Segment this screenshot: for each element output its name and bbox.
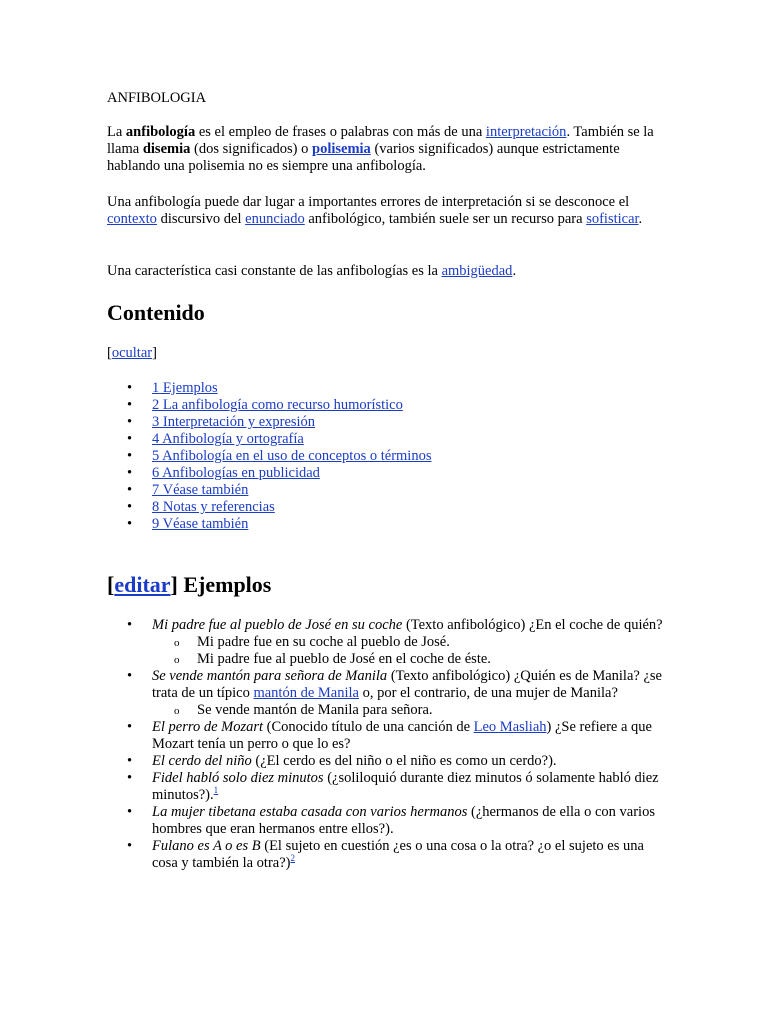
example-item [107,617,667,668]
text: Una anfibología puede dar lugar a importantes errores de interpretación si se desconoce el [107,194,630,210]
example-item [107,668,667,719]
example-text: (¿El cerdo es del niño o el niño es como un cerdo?). [251,753,557,769]
text: anfibológico, también suele ser un recurso para [304,211,587,227]
toc-item [107,397,431,414]
text: La [107,124,126,140]
bracket: [ [107,345,112,361]
link-interpretacion[interactable]: interpretación [485,124,567,140]
example-phrase: El cerdo del niño [152,753,252,769]
example-text: (Conocido título de una canción de [263,719,474,735]
sub-item: o Mi padre fue al pueblo de José en el coche de éste. [152,651,667,668]
toc-toggle [107,345,157,362]
toc-link-vease-tambien-2[interactable]: 9 Véase también [152,516,249,532]
section-heading-ejemplos [107,572,271,598]
example-phrase: Fulano es A o es B [152,838,261,854]
example-text: (Texto anfibológico) ¿Quién es de Manila? ¿se trata de un típico [152,668,662,701]
footnote-ref-2[interactable]: 2 [290,853,295,863]
toc-link-notas[interactable]: 8 Notas y referencias [152,499,275,515]
examples-list [107,617,667,872]
toc-item [107,499,431,516]
example-text: (El sujeto en cuestión ¿es o una cosa o la otra? ¿o el sujeto es una cosa y también la otra?) [152,838,644,871]
link-enunciado[interactable]: enunciado [245,211,305,227]
intro-paragraph-3 [107,263,667,280]
example-text: (¿hermanos de ella o con varios hombres que eran hermanos entre ellos?). [152,804,655,837]
sub-item: o Se vende mantón de Manila para señora. [152,702,667,719]
toc-item [107,414,431,431]
toc-item [107,448,431,465]
hide-toc-link[interactable]: ocultar [111,345,153,361]
toc-link-publicidad[interactable]: 6 Anfibologías en publicidad [152,465,320,481]
sub-list [152,702,667,719]
toc-link-vease-tambien[interactable]: 7 Véase también [152,482,249,498]
link-polisemia[interactable]: polisemia [312,141,371,157]
example-phrase: El perro de Mozart [152,719,264,735]
bracket: ] [152,345,157,361]
link-contexto[interactable]: contexto [107,211,157,227]
toc-item [107,482,431,499]
footnote-ref-1[interactable]: 1 [213,785,219,795]
example-text: ) ¿Se refiere a que Mozart tenía un perro o que lo es? [152,719,652,752]
example-item [107,838,667,872]
text: (dos significados) o [190,141,312,157]
contents-heading: Contenido [107,300,205,325]
bracket: [ [107,572,115,597]
text: discursivo del [156,211,246,227]
example-phrase: Fidel habló solo diez minutos [152,770,324,786]
toc-link-interpretacion[interactable]: 3 Interpretación y expresión [152,414,316,430]
toc-item [107,465,431,482]
link-ambiguedad[interactable]: ambigüedad [441,263,513,279]
example-text: (¿soliloquió durante diez minutos ó solamente habló diez minutos?). [152,770,659,803]
term-disemia: disemia [142,141,191,157]
example-item [107,753,667,770]
document-title: ANFIBOLOGIA [107,90,207,106]
text: es el empleo de frases o palabras con más de una [195,124,486,140]
toc-link-ortografia[interactable]: 4 Anfibología y ortografía [152,431,304,447]
example-phrase: Se vende mantón para señora de Manila [152,668,388,684]
sub-item: o Mi padre fue en su coche al pueblo de José. [152,634,667,651]
text: . También se la llama [107,124,654,157]
link-leo-masliah[interactable]: Leo Masliah [473,719,547,735]
example-text: (Texto anfibológico) ¿En el coche de quién? [402,617,663,633]
sub-list [152,634,667,668]
text: . [638,211,643,227]
intro-paragraph-1 [107,124,667,175]
edit-link[interactable]: editar [114,572,171,597]
example-item [107,804,667,838]
toc-list [107,380,431,533]
example-item [107,719,667,753]
toc-item [107,431,431,448]
text: (varios significados) aunque estrictamente hablando una polisemia no es siempre una anfibología. [107,141,620,174]
text: Una característica casi constante de las anfibologías es la [107,263,442,279]
toc-link-humoristico[interactable]: 2 La anfibología como recurso humorístico [152,397,403,413]
toc-item [107,380,431,397]
example-phrase: Mi padre fue al pueblo de José en su coche [152,617,403,633]
example-phrase: La mujer tibetana estaba casada con varios hermanos [152,804,468,820]
link-manton-de-manila[interactable]: mantón de Manila [253,685,359,701]
intro-paragraph-2 [107,194,667,228]
bracket: ] [170,572,184,597]
toc-item [107,516,431,533]
example-item [107,770,667,804]
toc-link-ejemplos[interactable]: 1 Ejemplos [152,380,218,396]
text: . [512,263,517,279]
link-sofisticar[interactable]: sofisticar [586,211,639,227]
example-text: o, por el contrario, de una mujer de Manila? [358,685,618,701]
toc-link-conceptos[interactable]: 5 Anfibología en el uso de conceptos o términos [152,448,432,464]
heading-text: Ejemplos [183,572,272,597]
term-anfibologia: anfibología [125,124,196,140]
